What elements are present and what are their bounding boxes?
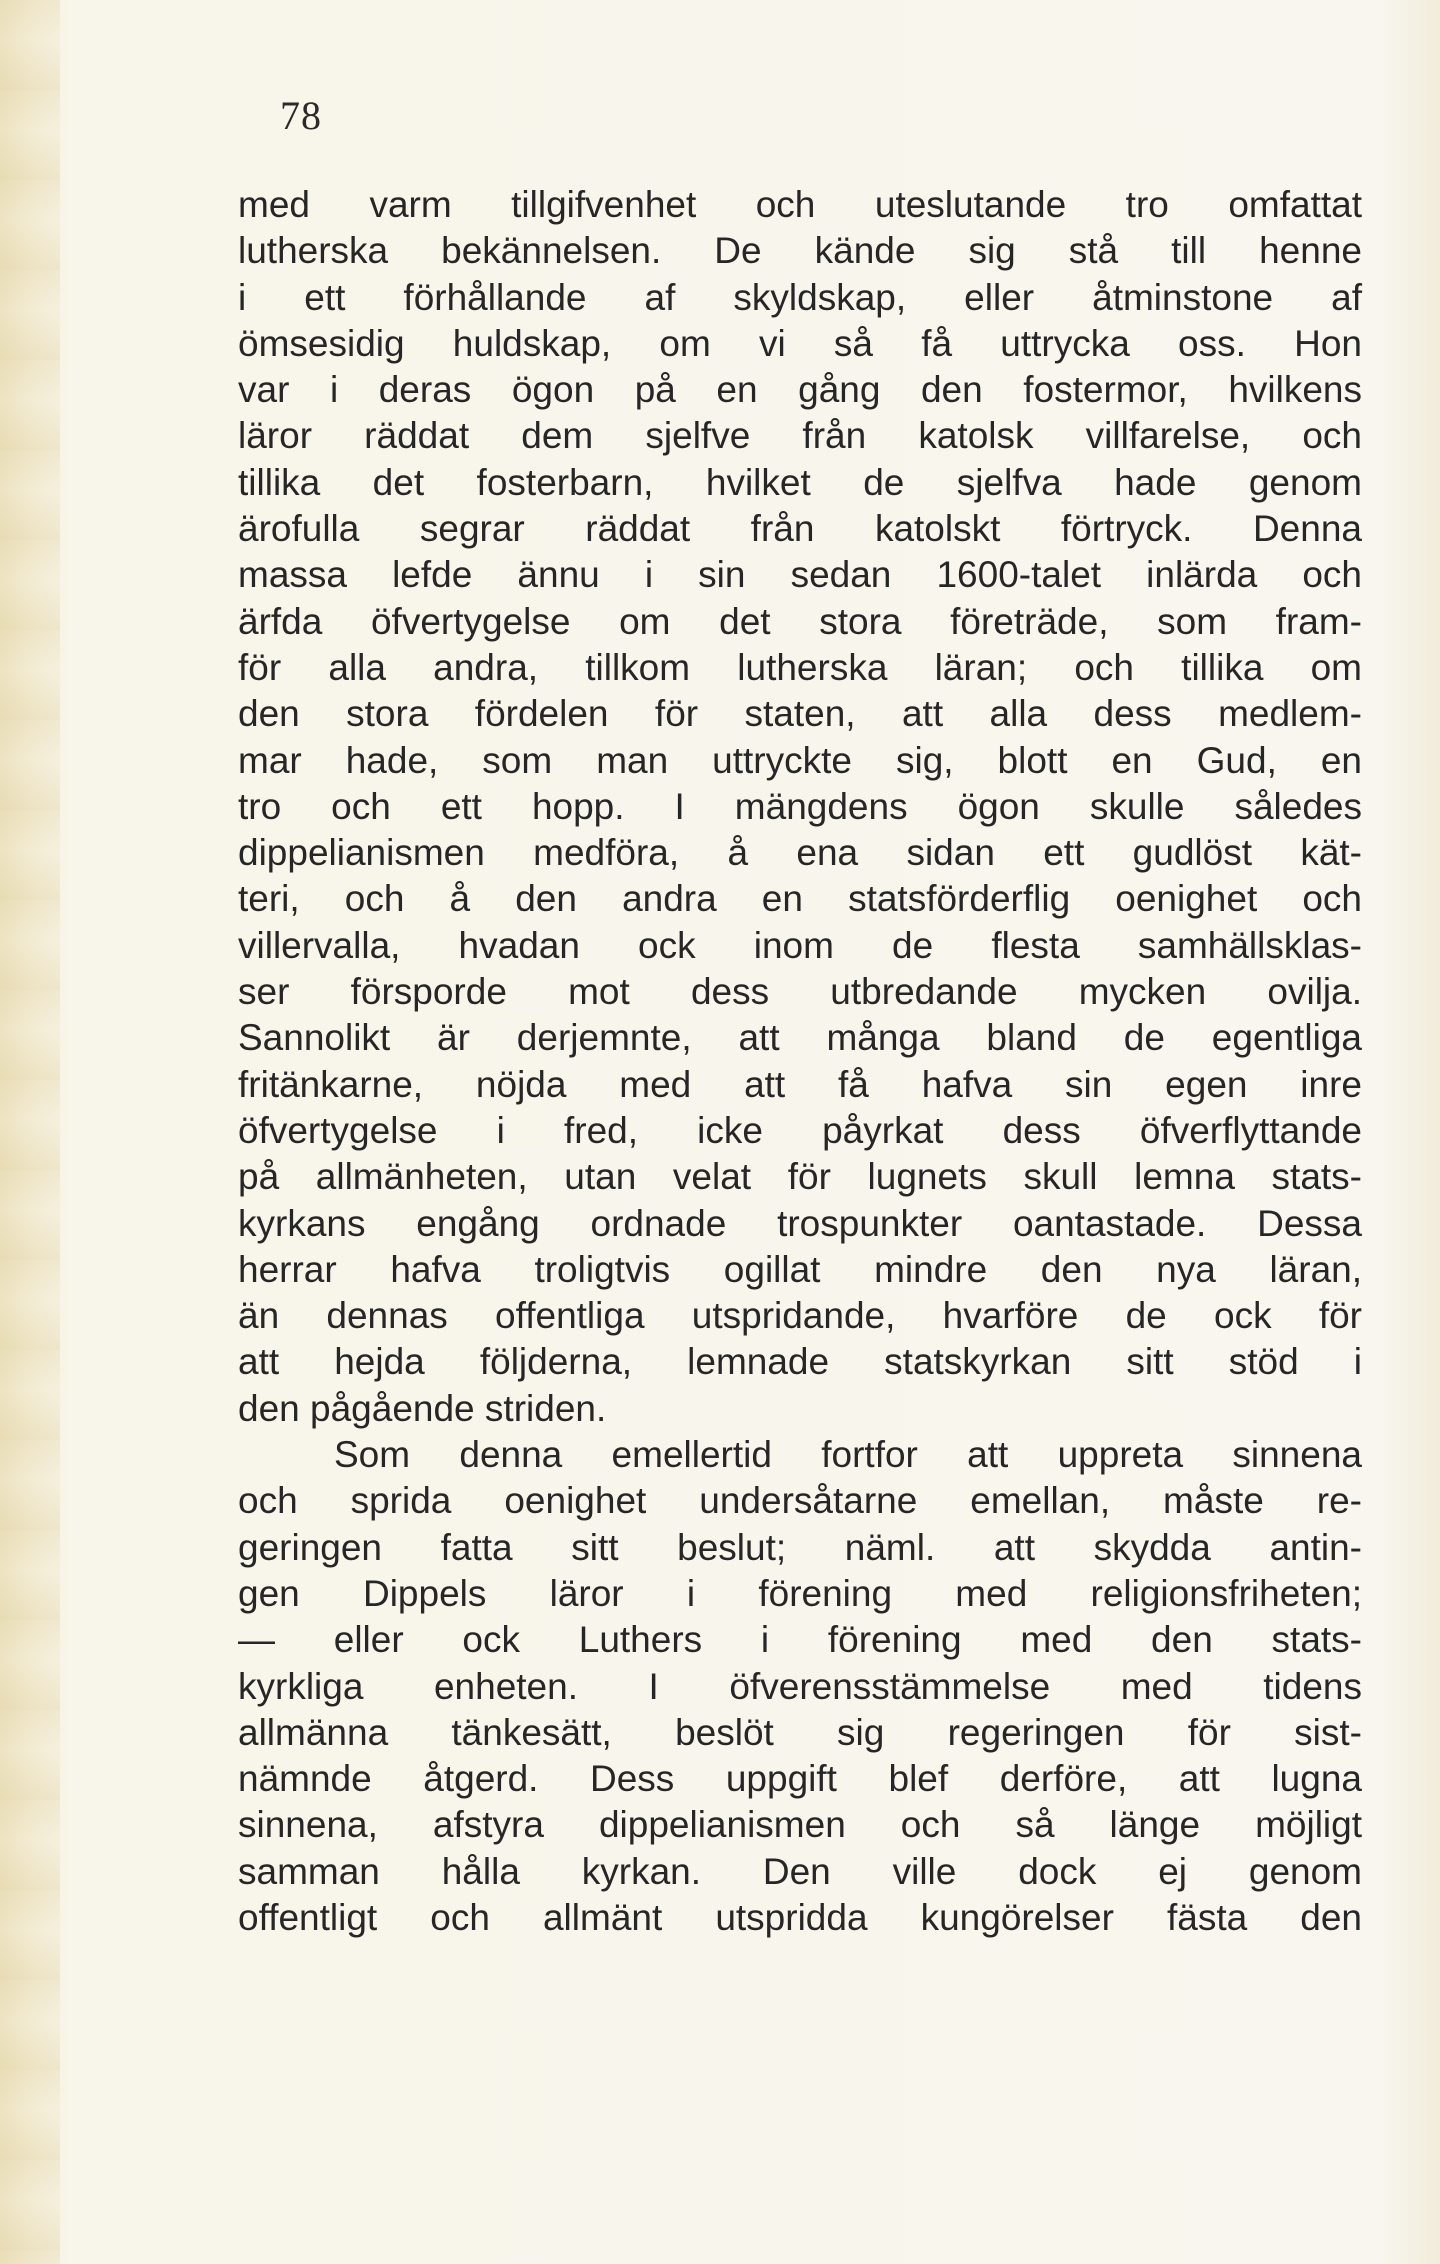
text-line: villervalla, hvadan ock inom de flesta samhällsklas- xyxy=(238,924,1362,966)
text-line: ser försporde mot dess utbredande mycken ovilja. xyxy=(238,971,1362,1013)
text-line: än dennas offentliga utspridande, hvarföre de ock för xyxy=(238,1295,1362,1337)
text-line: massa lefde ännu i sin sedan 1600-talet inlärda och xyxy=(238,554,1362,596)
text-line: dippelianismen medföra, å ena sidan ett gudlöst kät- xyxy=(238,832,1362,874)
text-line: nämnde åtgerd. Dess uppgift blef derföre, att lugna xyxy=(238,1758,1362,1800)
text-line: tro och ett hopp. I mängdens ögon skulle således xyxy=(238,785,1362,827)
text-line: ärofulla segrar räddat från katolskt förtryck. Denna xyxy=(238,508,1362,550)
text-line: Sannolikt är derjemnte, att många bland de egentliga xyxy=(238,1017,1362,1059)
text-line: tillika det fosterbarn, hvilket de sjelfva hade genom xyxy=(238,461,1362,503)
text-line: kyrkans engång ordnade trospunkter oantastade. Dessa xyxy=(238,1202,1362,1244)
text-line: allmänna tänkesätt, beslöt sig regeringen för sist- xyxy=(238,1711,1362,1753)
text-line: med varm tillgifvenhet och uteslutande tro omfattat xyxy=(238,184,1362,225)
paragraph-start-line: Som denna emellertid fortfor att uppreta sinnena xyxy=(334,1434,1362,1476)
text-line: för alla andra, tillkom lutherska läran; och tillika om xyxy=(238,646,1362,688)
text-line: ömsesidig huldskap, om vi så få uttrycka oss. Hon xyxy=(238,322,1362,364)
text-line: läror räddat dem sjelfve från katolsk villfarelse, och xyxy=(238,415,1362,457)
paragraph-end-line: den pågående striden. xyxy=(238,1387,607,1429)
text-line: geringen fatta sitt beslut; näml. att skydda antin- xyxy=(238,1526,1362,1568)
text-line: öfvertygelse i fred, icke påyrkat dess öfverflyttande xyxy=(238,1109,1362,1151)
text-line: herrar hafva troligtvis ogillat mindre den nya läran, xyxy=(238,1248,1362,1290)
text-line: och sprida oenighet undersåtarne emellan, måste re- xyxy=(238,1480,1362,1522)
text-line: gen Dippels läror i förening med religionsfriheten; xyxy=(238,1572,1362,1614)
text-line: ärfda öfvertygelse om det stora företräde, som fram- xyxy=(238,600,1362,642)
text-line: sinnena, afstyra dippelianismen och så länge möjligt xyxy=(238,1804,1362,1846)
text-line: teri, och å den andra en statsförderflig oenighet och xyxy=(238,878,1362,920)
page-number: 78 xyxy=(280,93,322,138)
text-line: — eller ock Luthers i förening med den stats- xyxy=(238,1619,1362,1661)
text-line: lutherska bekännelsen. De kände sig stå till henne xyxy=(238,230,1362,272)
text-line: samman hålla kyrkan. Den ville dock ej genom xyxy=(238,1850,1362,1892)
text-line: var i deras ögon på en gång den fostermor, hvilkens xyxy=(238,369,1362,411)
text-line: på allmänheten, utan velat för lugnets skull lemna stats- xyxy=(238,1156,1362,1198)
text-line: offentligt och allmänt utspridda kungörelser fästa den xyxy=(238,1896,1362,1938)
page-edge-stain xyxy=(0,0,60,2264)
text-line: i ett förhållande af skyldskap, eller åtminstone af xyxy=(238,276,1362,318)
text-line: fritänkarne, nöjda med att få hafva sin egen inre xyxy=(238,1063,1362,1105)
text-line: att hejda följderna, lemnade statskyrkan sitt stöd i xyxy=(238,1341,1362,1383)
text-line: mar hade, som man uttryckte sig, blott en Gud, en xyxy=(238,739,1362,781)
text-line: den stora fördelen för staten, att alla dess medlem- xyxy=(238,693,1362,735)
text-line: kyrkliga enheten. I öfverensstämmelse med tidens xyxy=(238,1665,1362,1707)
body-text xyxy=(238,182,1362,1941)
